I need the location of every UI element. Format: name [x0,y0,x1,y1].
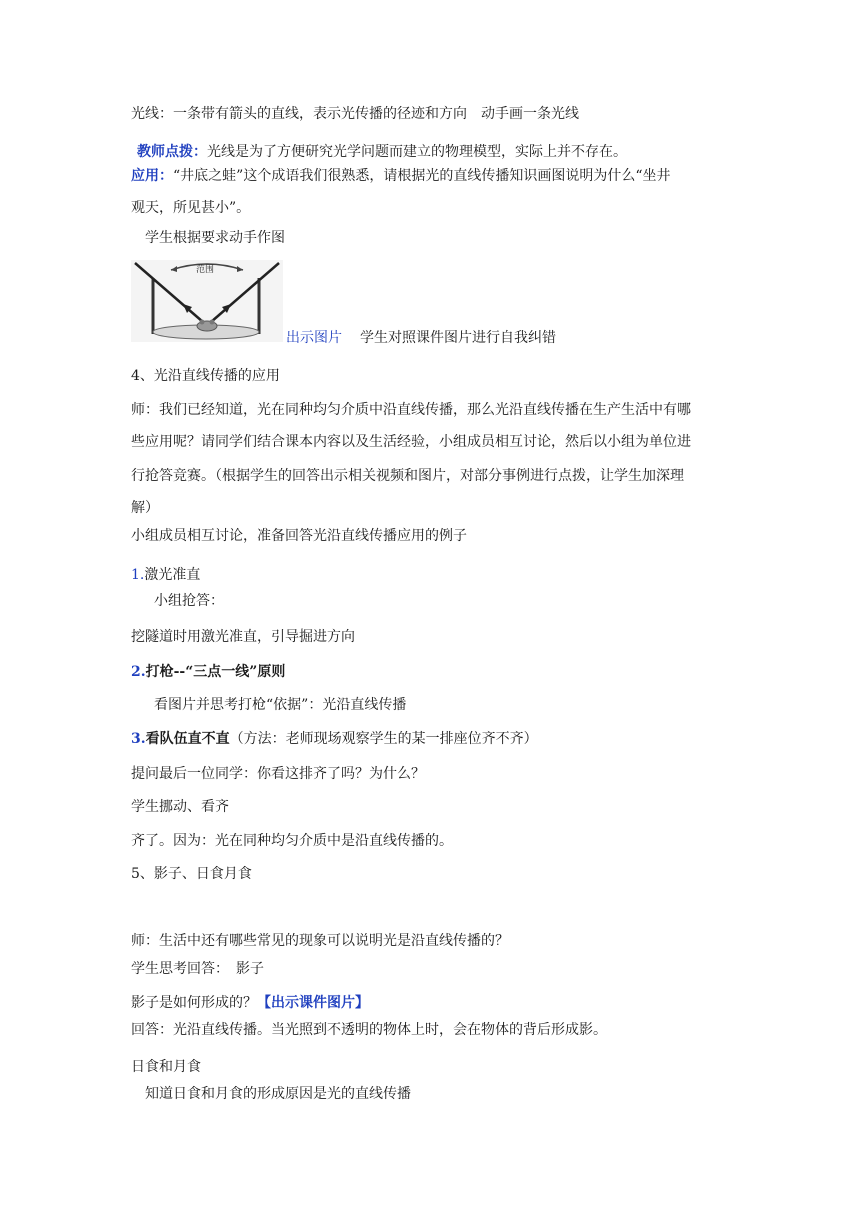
show-picture-label: 出示图片 [286,330,342,346]
shadow-question: 影子是如何形成的？ [131,995,257,1011]
text-line-student-draw: 学生根据要求动手作图 [145,230,285,246]
item-3-text: （方法：老师现场观察学生的某一排座位齐不齐） [229,731,538,747]
paragraph-line-3: 行抢答竞赛。（根据学生的回答出示相关视频和图片，对部分事例进行点拨，让学生加深理 [131,468,684,484]
text-line-group-answer: 小组抢答： [154,593,224,609]
item-1-text: 激光准直 [144,567,201,583]
item-3-number: 3. [131,731,146,747]
text-line-group-discuss: 小组成员相互讨论，准备回答光沿直线传播应用的例子 [131,528,467,544]
section-heading-5: 5、影子、日食月食 [131,866,252,882]
paragraph-line-2: 些应用呢？请同学们结合课本内容以及生活经验，小组成员相互讨论，然后以小组为单位进 [131,434,691,450]
item-2-number: 2. [131,664,146,680]
show-courseware-tag: 【出示课件图片】 [257,995,369,1011]
text-line-student-answer: 学生思考回答： 影子 [131,961,264,977]
text-line-answer: 回答：光沿直线传播。当光照到不透明的物体上时，会在物体的背后形成影。 [131,1022,607,1038]
section-heading-4: 4、光沿直线传播的应用 [131,368,280,384]
show-picture-text: 学生对照课件图片进行自我纠错 [360,330,556,346]
frog-eye-right [210,320,215,325]
text-line-show-picture [286,328,556,348]
item-2-text: 打枪--“三点一线”原则 [145,664,286,680]
text-line-eclipse: 知道日食和月食的形成原因是光的直线传播 [145,1086,411,1102]
paragraph-line-1: 师：我们已经知道，光在同种均匀介质中沿直线传播，那么光沿直线传播在生产生活中有哪 [131,402,691,418]
text-line-teacher-tip [137,142,627,162]
text-line-application [131,166,670,186]
text-line-application-cont: 观天，所见甚小”。 [131,200,251,216]
application-text: “井底之蛙”这个成语我们很熟悉，请根据光的直线传播知识画图说明为什么“坐井 [173,168,671,184]
text-line-question: 提问最后一位同学：你看这排齐了吗？为什么？ [131,766,425,782]
frog-eye-left [200,320,205,325]
paragraph-line-4: 解） [131,500,159,516]
text-line-aligned: 齐了。因为：光在同种均匀介质中是沿直线传播的。 [131,833,453,849]
text-line-shadow-formation [131,993,369,1013]
text-line-tunnel: 挖隧道时用激光准直，引导掘进方向 [131,629,355,645]
application-label: 应用： [131,168,173,184]
text-line-shooting-basis: 看图片并思考打枪“依据”：光沿直线传播 [154,697,407,713]
teacher-tip-label: 教师点拨： [137,144,207,160]
item-1-laser [131,565,200,585]
text-line-light-ray: 光线：一条带有箭头的直线，表示光传播的径迹和方向 动手画一条光线 [131,106,579,122]
item-3-bold: 看队伍直不直 [145,731,230,747]
text-line-eclipse-heading: 日食和月食 [131,1059,201,1075]
well-frog-diagram [131,260,283,342]
item-1-number: 1. [131,567,145,583]
text-line-teacher-ask: 师：生活中还有哪些常见的现象可以说明光是沿直线传播的？ [131,933,509,949]
teacher-tip-text: 光线是为了方便研究光学问题而建立的物理模型，实际上并不存在。 [207,144,627,160]
range-label: 范围 [196,265,215,275]
item-3-queue [131,729,538,749]
text-line-students-move: 学生挪动、看齐 [131,799,229,815]
item-2-shooting [131,662,285,682]
